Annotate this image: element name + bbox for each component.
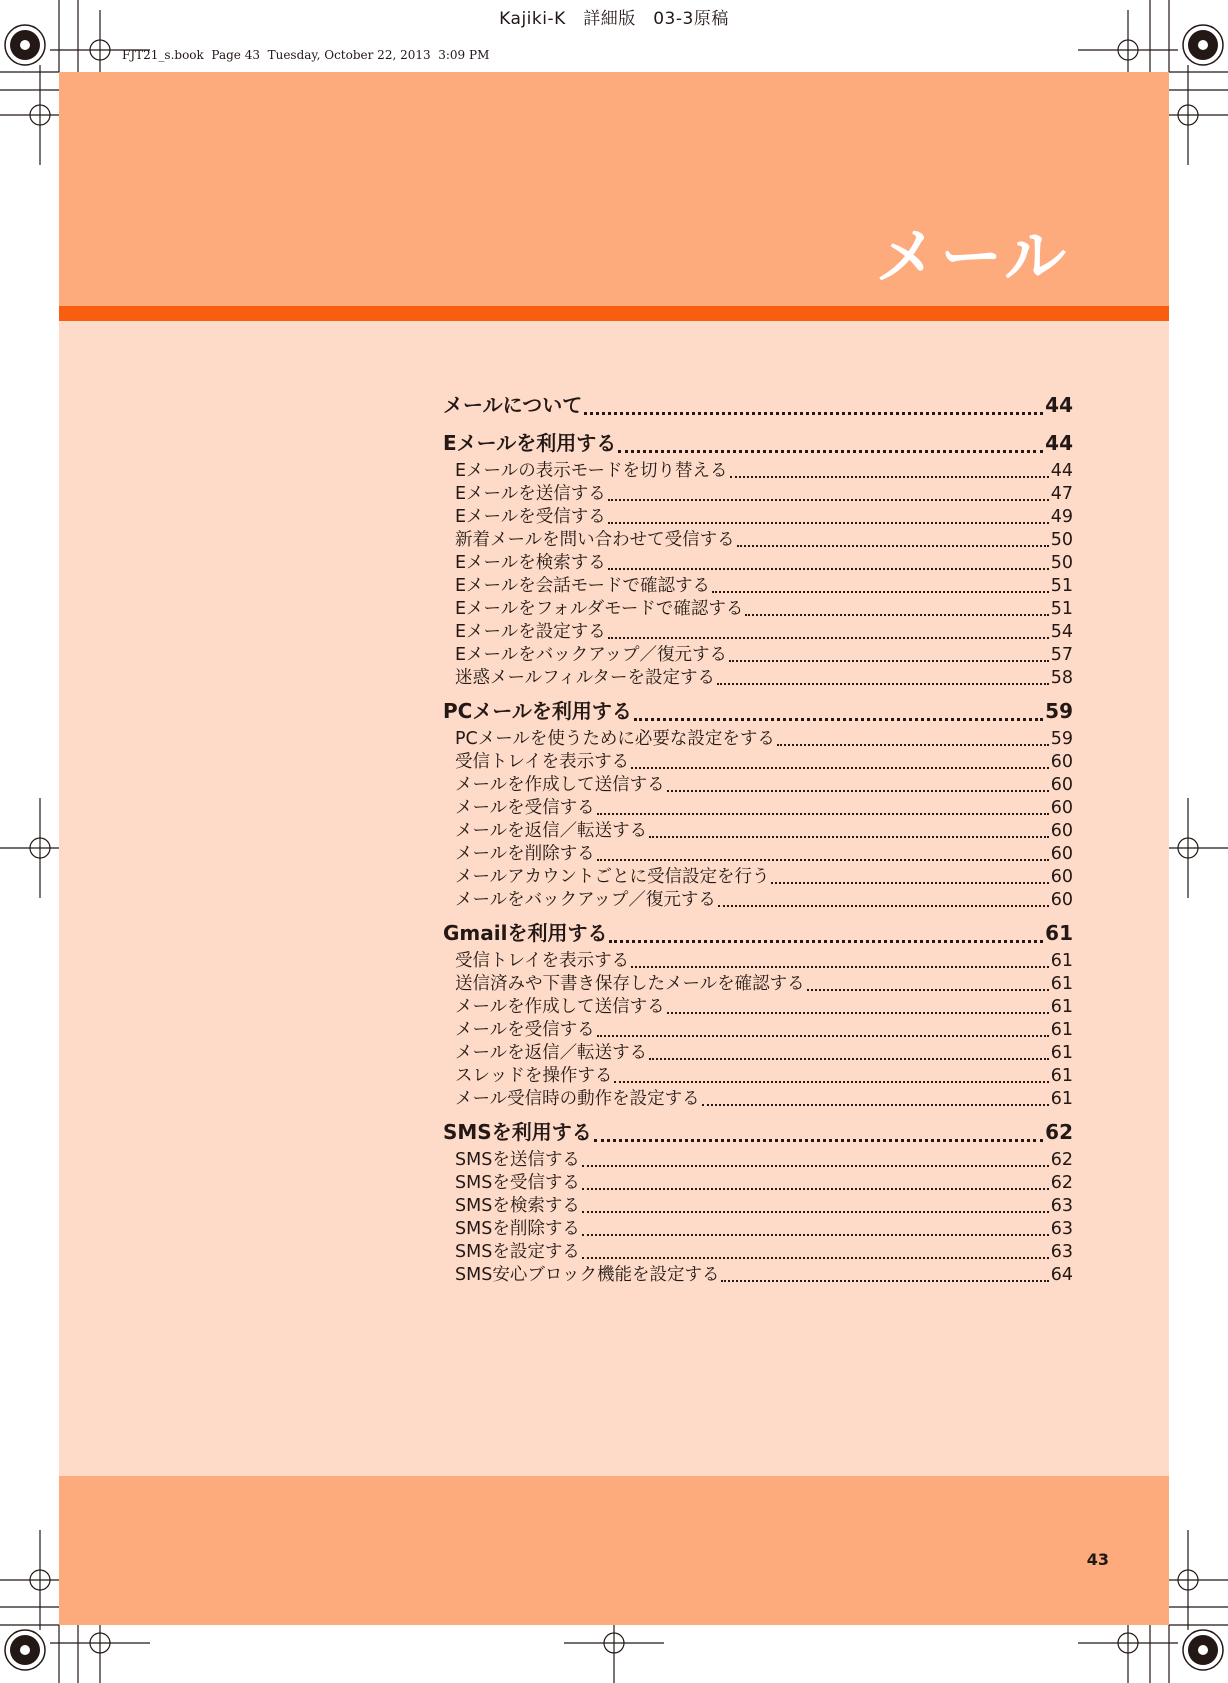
toc-entry-title: 受信トレイを表示する	[455, 752, 630, 772]
dot-leader	[597, 813, 1049, 815]
toc-entry-page: 60	[1050, 798, 1073, 818]
toc-entry[interactable]	[443, 1149, 1073, 1172]
toc-section-page: 62	[1045, 1120, 1073, 1144]
dot-leader	[609, 940, 1043, 943]
toc-entry[interactable]	[443, 1088, 1073, 1111]
toc-entry[interactable]	[443, 797, 1073, 820]
toc-entry-title: Eメールを設定する	[455, 622, 606, 642]
toc-section[interactable]	[443, 1115, 1073, 1149]
toc-entry[interactable]	[443, 575, 1073, 598]
toc-section-title: PCメールを利用する	[443, 699, 632, 723]
dot-leader	[729, 660, 1049, 662]
toc-entry[interactable]	[443, 774, 1073, 797]
toc-entry-page: 64	[1050, 1265, 1073, 1285]
dot-leader	[597, 859, 1049, 861]
dot-leader	[730, 476, 1049, 478]
toc-entry-page: 61	[1050, 974, 1073, 994]
toc-entry[interactable]	[443, 1195, 1073, 1218]
toc-entry-page: 60	[1050, 844, 1073, 864]
toc-entry-page: 49	[1050, 507, 1073, 527]
chapter-title: メール	[875, 220, 1069, 293]
toc-entry[interactable]	[443, 820, 1073, 843]
table-of-contents	[443, 388, 1073, 1287]
dot-leader	[594, 1139, 1043, 1142]
toc-entry-title: メールアカウントごとに受信設定を行う	[455, 867, 770, 887]
toc-entry-title: スレッドを操作する	[455, 1066, 613, 1086]
toc-section-page: 44	[1045, 431, 1073, 455]
dot-leader	[745, 614, 1048, 616]
toc-entry-page: 57	[1050, 645, 1073, 665]
toc-entry[interactable]	[443, 751, 1073, 774]
toc-entry-page: 60	[1050, 890, 1073, 910]
toc-entry-title: メールを返信／転送する	[455, 821, 648, 841]
toc-entry[interactable]	[443, 1218, 1073, 1241]
toc-entry-page: 63	[1050, 1219, 1073, 1239]
toc-entry-page: 61	[1050, 1043, 1073, 1063]
toc-entry-page: 62	[1050, 1150, 1073, 1170]
toc-entry-title: メールを受信する	[455, 1020, 595, 1040]
dot-leader	[777, 744, 1049, 746]
toc-entry-page: 61	[1050, 1089, 1073, 1109]
dot-leader	[618, 450, 1043, 453]
toc-section-page: 59	[1045, 699, 1073, 723]
toc-entry-title: メールを作成して送信する	[455, 997, 665, 1017]
dot-leader	[634, 718, 1043, 721]
toc-entry[interactable]	[443, 460, 1073, 483]
toc-entry[interactable]	[443, 644, 1073, 667]
dot-leader	[582, 1188, 1049, 1190]
toc-entry-title: SMS安心ブロック機能を設定する	[455, 1265, 720, 1285]
toc-section-title: SMSを利用する	[443, 1120, 592, 1144]
toc-entry-page: 54	[1050, 622, 1073, 642]
toc-section[interactable]	[443, 916, 1073, 950]
dot-leader	[807, 989, 1049, 991]
toc-entry[interactable]	[443, 1042, 1073, 1065]
toc-entry-page: 60	[1050, 867, 1073, 887]
dot-leader	[667, 790, 1049, 792]
toc-section[interactable]	[443, 426, 1073, 460]
toc-entry[interactable]	[443, 667, 1073, 690]
toc-entry-page: 50	[1050, 530, 1073, 550]
toc-entry-title: メールを受信する	[455, 798, 595, 818]
toc-entry-title: Eメールの表示モードを切り替える	[455, 461, 728, 481]
toc-entry-title: 迷惑メールフィルターを設定する	[455, 668, 716, 688]
toc-entry-title: Eメールを検索する	[455, 553, 606, 573]
toc-entry-title: 送信済みや下書き保存したメールを確認する	[455, 974, 805, 994]
dot-leader	[712, 591, 1049, 593]
toc-entry-page: 51	[1050, 599, 1073, 619]
toc-entry-page: 63	[1050, 1242, 1073, 1262]
dot-leader	[737, 545, 1049, 547]
toc-entry-page: 61	[1050, 997, 1073, 1017]
dot-leader	[631, 966, 1049, 968]
toc-entry[interactable]	[443, 996, 1073, 1019]
toc-entry-page: 61	[1050, 1020, 1073, 1040]
toc-entry[interactable]	[443, 598, 1073, 621]
dot-leader	[702, 1104, 1049, 1106]
dot-leader	[614, 1081, 1048, 1083]
toc-section-title: メールについて	[443, 393, 583, 417]
toc-entry-title: Eメールをバックアップ／復元する	[455, 645, 727, 665]
toc-entry-page: 51	[1050, 576, 1073, 596]
toc-entry-title: Eメールを会話モードで確認する	[455, 576, 711, 596]
toc-entry[interactable]	[443, 889, 1073, 912]
toc-entry-title: メールを作成して送信する	[455, 775, 665, 795]
toc-entry-page: 59	[1050, 729, 1073, 749]
dot-leader	[608, 568, 1049, 570]
toc-entry[interactable]	[443, 1172, 1073, 1195]
dot-leader	[718, 905, 1049, 907]
toc-entry-title: メールをバックアップ／復元する	[455, 890, 716, 910]
toc-entry[interactable]	[443, 506, 1073, 529]
dot-leader	[608, 522, 1049, 524]
page-area	[59, 72, 1169, 1625]
toc-entry[interactable]	[443, 843, 1073, 866]
toc-entry[interactable]	[443, 728, 1073, 751]
toc-entry[interactable]	[443, 950, 1073, 973]
dot-leader	[597, 1035, 1049, 1037]
dot-leader	[582, 1165, 1049, 1167]
toc-section-page: 44	[1045, 393, 1073, 417]
toc-entry-title: SMSを削除する	[455, 1219, 580, 1239]
toc-entry[interactable]	[443, 552, 1073, 575]
toc-section-title: Eメールを利用する	[443, 431, 617, 455]
toc-entry[interactable]	[443, 529, 1073, 552]
dot-leader	[608, 637, 1049, 639]
dot-leader	[582, 1257, 1049, 1259]
toc-entry-page: 63	[1050, 1196, 1073, 1216]
toc-entry[interactable]	[443, 1241, 1073, 1264]
toc-entry-page: 44	[1050, 461, 1073, 481]
toc-entry-page: 58	[1050, 668, 1073, 688]
dot-leader	[582, 1211, 1049, 1213]
toc-entry-title: Eメールを送信する	[455, 484, 606, 504]
dot-leader	[582, 1234, 1049, 1236]
toc-entry-title: メールを削除する	[455, 844, 595, 864]
toc-entry-title: SMSを設定する	[455, 1242, 580, 1262]
toc-entry-title: Eメールをフォルダモードで確認する	[455, 599, 744, 619]
document-title: Kajiki-K 詳細版 03-3原稿	[499, 9, 729, 29]
toc-entry-title: 新着メールを問い合わせて受信する	[455, 530, 735, 550]
dot-leader	[649, 1058, 1049, 1060]
toc-entry-page: 50	[1050, 553, 1073, 573]
toc-entry[interactable]	[443, 483, 1073, 506]
dot-leader	[608, 499, 1049, 501]
toc-entry[interactable]	[443, 1019, 1073, 1042]
toc-entry-page: 60	[1050, 752, 1073, 772]
chapter-header-rule	[59, 306, 1169, 321]
toc-entry-title: 受信トレイを表示する	[455, 951, 630, 971]
toc-entry[interactable]	[443, 866, 1073, 889]
dot-leader	[717, 683, 1049, 685]
toc-entry-page: 62	[1050, 1173, 1073, 1193]
toc-entry-page: 60	[1050, 775, 1073, 795]
toc-entry-page: 61	[1050, 1066, 1073, 1086]
page-number: 43	[1086, 1550, 1109, 1569]
toc-entry-page: 60	[1050, 821, 1073, 841]
toc-entry[interactable]	[443, 1264, 1073, 1287]
dot-leader	[631, 767, 1049, 769]
dot-leader	[667, 1012, 1049, 1014]
dot-leader	[721, 1280, 1048, 1282]
dot-leader	[771, 882, 1048, 884]
book-info-line: FJT21_s.book Page 43 Tuesday, October 22, 2013 3:09 PM	[122, 48, 490, 62]
toc-entry[interactable]	[443, 973, 1073, 996]
toc-section[interactable]	[443, 694, 1073, 728]
toc-entry[interactable]	[443, 621, 1073, 644]
toc-entry-title: メール受信時の動作を設定する	[455, 1089, 700, 1109]
toc-entry-title: Eメールを受信する	[455, 507, 606, 527]
toc-entry-title: SMSを送信する	[455, 1150, 580, 1170]
dot-leader	[649, 836, 1049, 838]
footer-band	[59, 1476, 1169, 1625]
toc-entry-page: 47	[1050, 484, 1073, 504]
toc-entry-title: SMSを受信する	[455, 1173, 580, 1193]
toc-entry[interactable]	[443, 1065, 1073, 1088]
toc-section-title: Gmailを利用する	[443, 921, 608, 945]
toc-entry-title: SMSを検索する	[455, 1196, 580, 1216]
toc-entry-title: PCメールを使うために必要な設定をする	[455, 729, 775, 749]
toc-section-page: 61	[1045, 921, 1073, 945]
toc-entry-page: 61	[1050, 951, 1073, 971]
toc-section[interactable]	[443, 388, 1073, 422]
dot-leader	[584, 412, 1043, 415]
toc-entry-title: メールを返信／転送する	[455, 1043, 648, 1063]
